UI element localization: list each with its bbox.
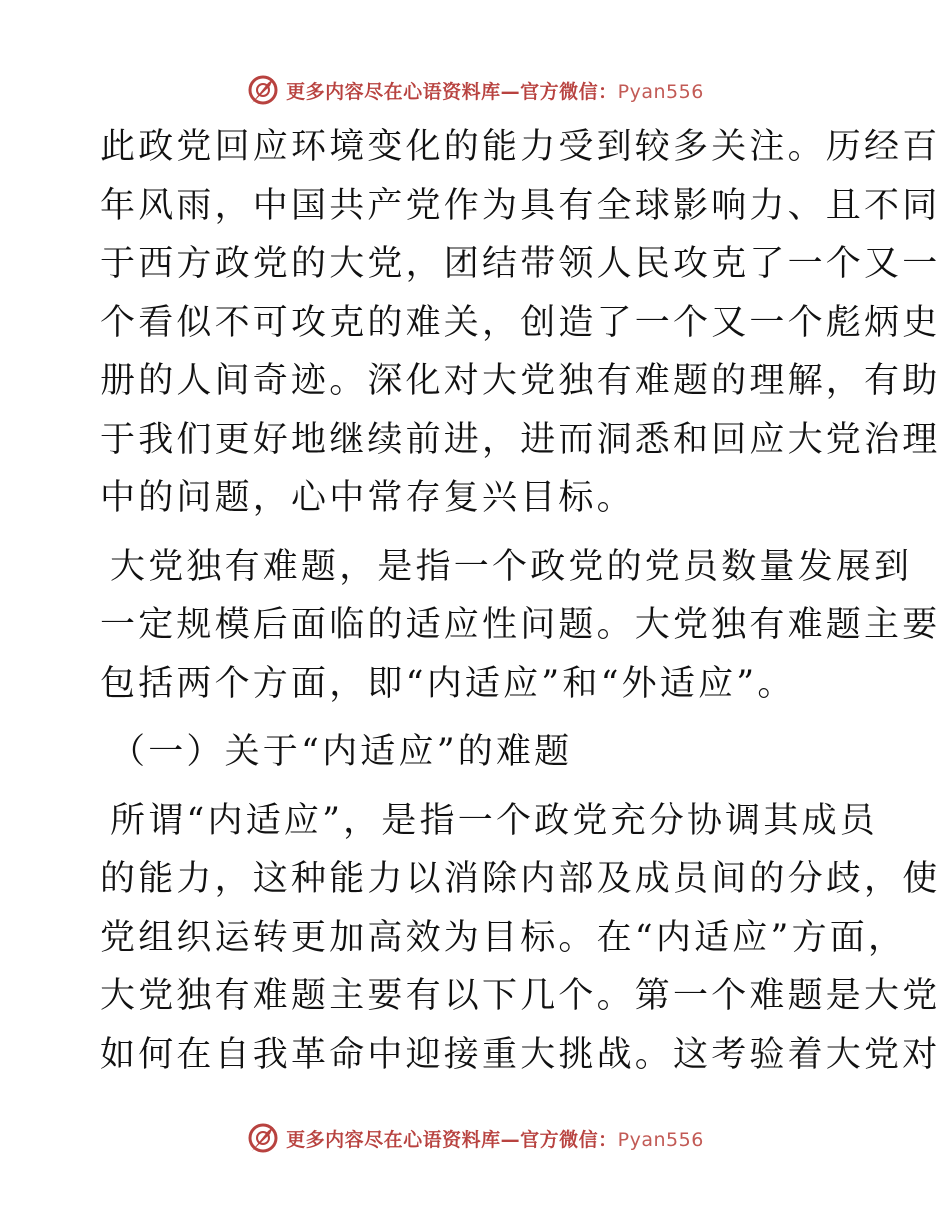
text-line: 册的人间奇迹。深化对大党独有难题的理解，有助 xyxy=(100,361,941,401)
text-line: 大党独有难题主要有以下几个。第一个难题是大党 xyxy=(100,976,941,1016)
text-line: 年风雨，中国共产党作为具有全球影响力、且不同 xyxy=(100,185,941,226)
pen-logo-icon xyxy=(246,1121,280,1155)
watermark-wechat-id: Pyan556 xyxy=(617,80,704,103)
text-line: 党组织运转更加高效为目标。在“内适应”方面， xyxy=(100,917,907,958)
text-line: 于西方政党的大党，团结带领人民攻克了一个又一 xyxy=(100,244,941,284)
section-heading xyxy=(100,723,860,782)
document-body xyxy=(100,118,941,1084)
text-line: 如何在自我革命中迎接重大挑战。这考验着大党对 xyxy=(100,1034,941,1075)
text-line: 包括两个方面，即“内适应”和“外适应”。 xyxy=(100,663,796,704)
paragraph-2 xyxy=(100,538,941,714)
text-line: 所谓“内适应”，是指一个政党充分协调其成员 xyxy=(110,800,878,841)
text-line: 大党独有难题，是指一个政党的党员数量发展到 xyxy=(110,546,913,587)
paragraph-3 xyxy=(100,792,941,1085)
text-line: 于我们更好地继续前进，进而洞悉和回应大党治理 xyxy=(100,419,941,460)
paragraph-1 xyxy=(100,118,941,528)
footer-watermark xyxy=(0,1118,950,1158)
header-watermark xyxy=(0,70,950,110)
watermark-wechat-id: Pyan556 xyxy=(617,1128,704,1151)
text-line: 中的问题，心中常存复兴目标。 xyxy=(100,478,635,518)
text-line: 个看似不可攻克的难关，创造了一个又一个彪炳史 xyxy=(100,302,941,343)
watermark-text: 更多内容尽在心语资料库—官方微信： xyxy=(286,80,618,103)
text-line: 此政党回应环境变化的能力受到较多关注。历经百 xyxy=(100,127,941,167)
pen-logo-icon xyxy=(246,73,280,107)
text-line: 一定规模后面临的适应性问题。大党独有难题主要 xyxy=(100,605,941,645)
text-line: 的能力，这种能力以消除内部及成员间的分歧，使 xyxy=(100,859,941,899)
heading-line: （一）关于“内适应”的难题 xyxy=(110,732,573,772)
watermark-text: 更多内容尽在心语资料库—官方微信： xyxy=(286,1128,618,1151)
